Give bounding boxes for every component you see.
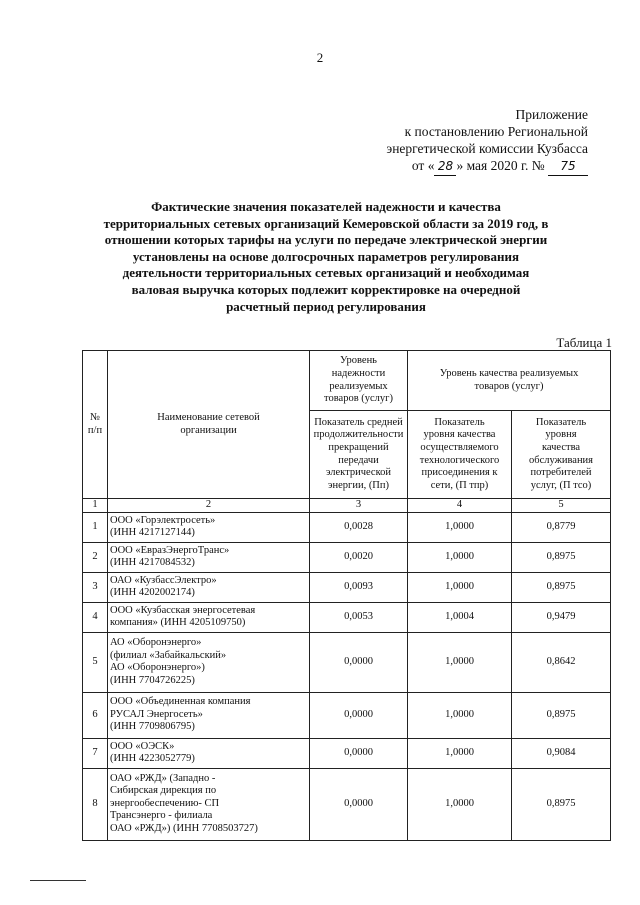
appendix-date-line bbox=[358, 157, 588, 176]
appendix-ref-line: к постановлению Региональной bbox=[404, 124, 588, 139]
column-index: 3 bbox=[310, 499, 408, 513]
connection-quality-value: 1,0000 bbox=[408, 738, 512, 768]
row-number: 8 bbox=[83, 768, 108, 840]
row-number: 2 bbox=[83, 542, 108, 572]
heading-line: расчетный период регулирования bbox=[226, 298, 426, 314]
service-quality-value: 0,8975 bbox=[512, 768, 611, 840]
page-number: 2 bbox=[316, 50, 324, 65]
connection-quality-value: 1,0000 bbox=[408, 692, 512, 738]
organization-name-line: ООО «Горэлектросеть» bbox=[110, 514, 216, 526]
table-row bbox=[83, 572, 611, 602]
service-quality-value: 0,8779 bbox=[512, 512, 611, 542]
organization-name bbox=[108, 632, 310, 692]
row-number: 1 bbox=[83, 512, 108, 542]
connection-quality-value: 1,0000 bbox=[408, 572, 512, 602]
row-number: 4 bbox=[83, 602, 108, 632]
heading-line: Фактические значения показателей надежности и качества bbox=[151, 199, 501, 214]
table-row bbox=[83, 632, 611, 692]
header-col-service-quality: Показатель уровня качества обслуживания потребителей услуг, (П тсо) bbox=[512, 411, 611, 499]
row-number: 7 bbox=[83, 738, 108, 768]
organization-name-line: ООО «Объединенная компания bbox=[110, 696, 251, 708]
duration-index-value: 0,0028 bbox=[310, 512, 408, 542]
footnote-divider bbox=[30, 880, 86, 881]
organization-name-line: (ИНН 4202002174) bbox=[110, 587, 195, 599]
duration-index-value: 0,0053 bbox=[310, 602, 408, 632]
table-row bbox=[83, 738, 611, 768]
duration-index-value: 0,0093 bbox=[310, 572, 408, 602]
connection-quality-value: 1,0004 bbox=[408, 602, 512, 632]
service-quality-value: 0,8975 bbox=[512, 572, 611, 602]
table-caption: Таблица 1 bbox=[556, 335, 612, 350]
organization-name bbox=[108, 768, 310, 840]
table-row bbox=[83, 512, 611, 542]
organization-name-line: (филиал «Забайкальский» bbox=[110, 649, 227, 661]
column-index: 5 bbox=[512, 499, 611, 513]
header-reliability-level: Уровень надежности реализуемых товаров (услуг) bbox=[310, 351, 408, 411]
connection-quality-value: 1,0000 bbox=[408, 768, 512, 840]
date-prefix: от « bbox=[411, 158, 435, 173]
heading-line: отношении которых тарифы на услуги по передаче электрической энергии bbox=[104, 232, 548, 248]
organization-name-line: энергообеспечению- СП bbox=[110, 797, 220, 809]
organization-name bbox=[108, 512, 310, 542]
service-quality-value: 0,8975 bbox=[512, 542, 611, 572]
appendix-block bbox=[358, 106, 588, 176]
organization-name bbox=[108, 738, 310, 768]
appendix-ref-line: энергетической комиссии Кузбасса bbox=[386, 141, 588, 156]
table-row bbox=[83, 542, 611, 572]
organization-name-line: (ИНН 4223052779) bbox=[110, 753, 195, 765]
service-quality-value: 0,9084 bbox=[512, 738, 611, 768]
header-col-duration-index: Показатель средней продолжительности прекращений передачи электрической энергии, (Пп) bbox=[310, 411, 408, 499]
organization-name-line: (ИНН 7709806795) bbox=[110, 721, 195, 733]
document-number: 75 bbox=[548, 158, 588, 176]
column-index: 1 bbox=[83, 499, 108, 513]
connection-quality-value: 1,0000 bbox=[408, 512, 512, 542]
organization-name bbox=[108, 542, 310, 572]
date-day: 28 bbox=[434, 158, 456, 176]
heading-line: валовая выручка которых подлежит корректировке на очередной bbox=[131, 281, 521, 297]
organization-name-line: АО «Оборонэнерго») bbox=[110, 662, 205, 674]
service-quality-value: 0,9479 bbox=[512, 602, 611, 632]
organization-name-line: ОАО «КузбассЭлектро» bbox=[110, 574, 217, 586]
duration-index-value: 0,0000 bbox=[310, 738, 408, 768]
organization-name-line: АО «Оборонэнерго» bbox=[110, 636, 202, 648]
organization-name-line: ООО «Кузбасская энергосетевая bbox=[110, 604, 256, 616]
organization-name-line: (ИНН 4217127144) bbox=[110, 527, 195, 539]
service-quality-value: 0,8642 bbox=[512, 632, 611, 692]
column-index-row bbox=[83, 499, 611, 513]
table-row bbox=[83, 602, 611, 632]
duration-index-value: 0,0000 bbox=[310, 632, 408, 692]
organization-name-line: Трансэнерго - филиала bbox=[110, 810, 213, 822]
table-row bbox=[83, 768, 611, 840]
organization-name-line: ООО «ОЭСК» bbox=[110, 740, 175, 752]
organization-name bbox=[108, 572, 310, 602]
row-number: 6 bbox=[83, 692, 108, 738]
document-heading bbox=[88, 199, 564, 315]
date-mid: » мая 2020 г. № bbox=[456, 158, 545, 173]
organization-name-line: ОАО «РЖД» (Западно - bbox=[110, 772, 216, 784]
header-col-connection-quality: Показатель уровня качества осуществляемого технологического присоединения к сети, (П тпр) bbox=[408, 411, 512, 499]
organization-name-line: ОАО «РЖД») (ИНН 7708503727) bbox=[110, 822, 258, 834]
duration-index-value: 0,0000 bbox=[310, 768, 408, 840]
organization-name bbox=[108, 692, 310, 738]
heading-line: установлены на основе долгосрочных параметров регулирования bbox=[132, 248, 520, 264]
header-quality-level: Уровень качества реализуемых товаров (услуг) bbox=[408, 351, 611, 411]
organization-name-line: (ИНН 4217084532) bbox=[110, 557, 195, 569]
organization-name bbox=[108, 602, 310, 632]
connection-quality-value: 1,0000 bbox=[408, 542, 512, 572]
organization-name-line: компания» (ИНН 4205109750) bbox=[110, 617, 246, 629]
organization-name-line: (ИНН 7704726225) bbox=[110, 674, 195, 686]
organization-name-line: Сибирская дирекция по bbox=[110, 785, 217, 797]
column-index: 2 bbox=[108, 499, 310, 513]
row-number: 3 bbox=[83, 572, 108, 602]
duration-index-value: 0,0000 bbox=[310, 692, 408, 738]
table-row bbox=[83, 692, 611, 738]
duration-index-value: 0,0020 bbox=[310, 542, 408, 572]
row-number: 5 bbox=[83, 632, 108, 692]
header-num: № п/п bbox=[83, 351, 108, 499]
heading-line: деятельности территориальных сетевых организаций и необходимая bbox=[122, 265, 530, 281]
organization-name-line: ООО «ЕвразЭнергоТранс» bbox=[110, 544, 230, 556]
connection-quality-value: 1,0000 bbox=[408, 632, 512, 692]
service-quality-value: 0,8975 bbox=[512, 692, 611, 738]
heading-line: территориальных сетевых организаций Кемеровской области за 2019 год, в bbox=[103, 215, 549, 231]
appendix-title: Приложение bbox=[515, 107, 588, 122]
column-index: 4 bbox=[408, 499, 512, 513]
organization-name-line: РУСАЛ Энергосеть» bbox=[110, 708, 203, 720]
reliability-table bbox=[82, 350, 611, 841]
header-organization: Наименование сетевой организации bbox=[108, 351, 310, 499]
